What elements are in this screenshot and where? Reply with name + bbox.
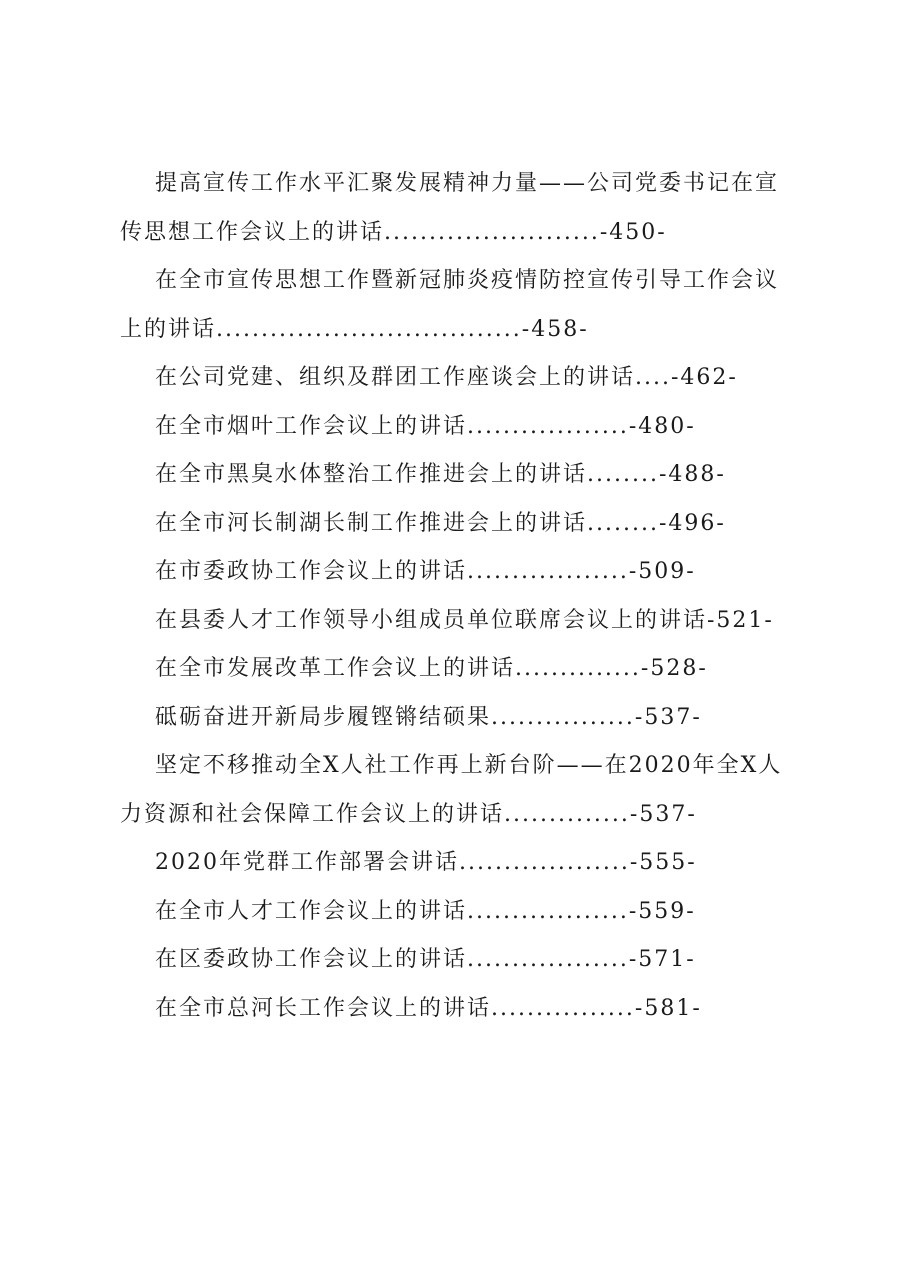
- toc-entry-title-line: 在全市人才工作会议上的讲话..................-559-: [155, 898, 696, 924]
- toc-entry-title-line: 在县委人才工作领导小组成员单位联席会议上的讲话-521-: [155, 607, 774, 633]
- toc-entry-title-line: 在市委政协工作会议上的讲话..................-509-: [155, 559, 696, 584]
- toc-entry: [120, 936, 800, 985]
- toc-entry: [120, 160, 800, 257]
- toc-entry-title-line: 在全市发展改革工作会议上的讲话..............-528-: [155, 656, 708, 681]
- toc-entry-title-line: 在全市总河长工作会议上的讲话................-581-: [155, 995, 702, 1021]
- toc-entry-title-line: 砥砺奋进开新局步履铿锵结硕果................-537-: [155, 704, 702, 730]
- toc-entry: [120, 597, 800, 646]
- toc-entry: [120, 257, 800, 354]
- toc-entry: [120, 839, 800, 888]
- toc-entry: [120, 451, 800, 500]
- toc-entry-title-line: 在全市河长制湖长制工作推进会上的讲话........-496-: [155, 510, 726, 536]
- toc-entry-title-line: 在全市黑臭水体整治工作推进会上的讲话........-488-: [155, 462, 726, 487]
- toc-entry-title-line: 在全市烟叶工作会议上的讲话..................-480-: [155, 413, 696, 439]
- toc-entry: [120, 888, 800, 937]
- toc-entry: [120, 742, 800, 839]
- toc-entry: [120, 500, 800, 549]
- toc-entry: [120, 985, 800, 1034]
- toc-entry: [120, 645, 800, 694]
- toc-entry: [120, 694, 800, 743]
- toc-entry-title-line: 在全市宣传思想工作暨新冠肺炎疫情防控宣传引导工作会议: [155, 268, 780, 293]
- toc-entry-continuation-line: 传思想工作会议上的讲话........................-450-: [120, 219, 667, 245]
- toc-entry: [120, 548, 800, 597]
- toc-entry-title-line: 在公司党建、组织及群团工作座谈会上的讲话....-462-: [155, 365, 738, 390]
- toc-entry: [120, 354, 800, 403]
- toc-entry: [120, 403, 800, 452]
- toc-entry-continuation-line: 上的讲话..................................-458-: [120, 316, 589, 342]
- toc-entry-continuation-line: 力资源和社会保障工作会议上的讲话..............-537-: [120, 801, 697, 827]
- toc-entry-title-line: 提高宣传工作水平汇聚发展精神力量——公司党委书记在宣: [155, 171, 780, 196]
- table-of-contents: [120, 160, 800, 1033]
- toc-entry-title-line: 坚定不移推动全X人社工作再上新台阶——在2020年全X人: [155, 753, 783, 778]
- toc-entry-title-line: 在区委政协工作会议上的讲话..................-571-: [155, 947, 696, 972]
- toc-entry-title-line: 2020年党群工作部署会讲话...................-555-: [155, 850, 697, 875]
